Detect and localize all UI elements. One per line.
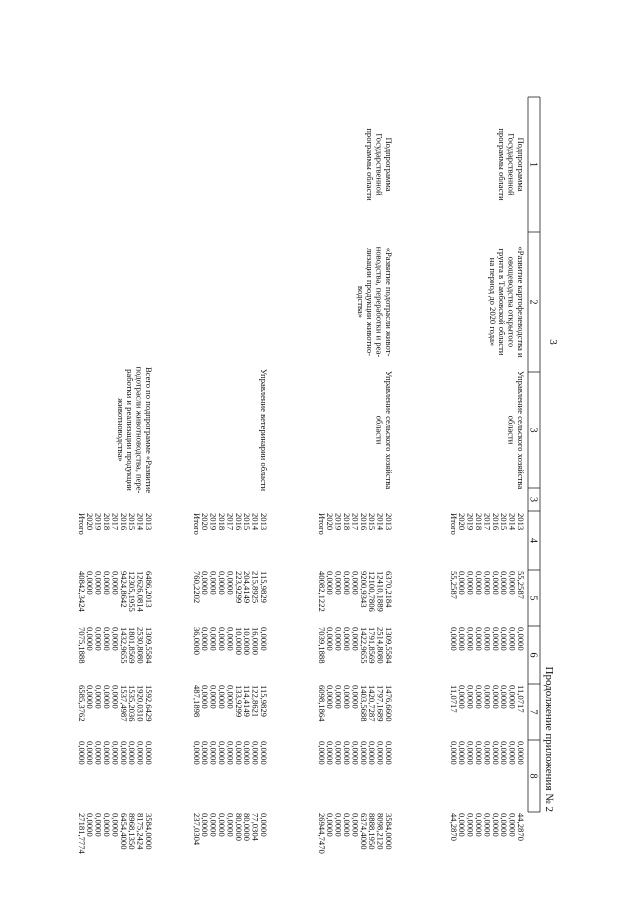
amount-cell: 16,0000: [250, 627, 261, 655]
amount-cell: 27181,7774: [76, 813, 87, 854]
amount-cell: 0,0000: [217, 813, 227, 837]
amount-cell: 0,0000: [516, 627, 526, 651]
year-cell: 2016: [118, 513, 129, 531]
amount-cell: 0,0000: [465, 627, 476, 651]
amount-cell: 0,0000: [102, 627, 112, 651]
amount-cell: 0,0000: [208, 741, 219, 765]
amount-cell: 1801,8569: [127, 627, 138, 664]
amount-cell: 1797,1689: [375, 685, 386, 722]
amount-cell: 0,0000: [507, 685, 518, 709]
amount-cell: 0,0000: [191, 741, 202, 765]
amount-cell: 0,0000: [135, 741, 146, 765]
amount-cell: 0,0000: [325, 685, 336, 709]
amount-cell: 0,0000: [474, 813, 484, 837]
amount-cell: 2530,8080: [135, 627, 146, 664]
year-cell: 2016: [490, 513, 501, 531]
year-cell: Итого: [448, 513, 459, 535]
year-cell: 2013: [144, 513, 154, 531]
year-cell: 2013: [259, 513, 269, 531]
amount-cell: 0,0000: [110, 627, 121, 651]
amount-cell: 0,0000: [118, 741, 129, 765]
amount-cell: 0,0000: [325, 741, 336, 765]
amount-cell: 0,0000: [93, 627, 104, 651]
year-cell: Итого: [76, 513, 87, 535]
amount-cell: 215,8925: [250, 571, 261, 604]
amount-cell: 0,0000: [465, 741, 476, 765]
subprogram-name: «Развитие картофелеводства и: [516, 246, 526, 358]
year-cell: 2017: [350, 513, 361, 531]
subprogram-name: на период до 2020 года»: [487, 257, 498, 347]
amount-cell: 80,0000: [233, 813, 244, 841]
amount-cell: 0,0000: [225, 741, 236, 765]
amount-cell: 0,0000: [482, 741, 493, 765]
amount-cell: 133,9299: [233, 685, 244, 718]
amount-cell: 9200,9343: [358, 571, 369, 608]
responsible-executor: области: [506, 415, 517, 445]
amount-cell: 487,1898: [191, 685, 202, 718]
amount-cell: 0,0000: [93, 571, 104, 595]
amount-cell: 1920,0310: [135, 685, 146, 722]
amount-cell: 77,0304: [250, 813, 261, 841]
amount-cell: 40842,3424: [76, 571, 87, 612]
column-header: 4: [527, 538, 539, 543]
amount-cell: 2514,8080: [375, 627, 386, 664]
amount-cell: 0,0000: [367, 741, 378, 765]
amount-cell: 40082,1222: [316, 571, 327, 612]
year-cell: 2017: [482, 513, 493, 531]
amount-cell: 0,0000: [76, 741, 87, 765]
program-type-label: Подпрограмма: [516, 137, 526, 192]
amount-cell: 0,0000: [217, 741, 227, 765]
amount-cell: 0,0000: [375, 741, 386, 765]
amount-cell: 0,0000: [507, 741, 518, 765]
year-cell: 2016: [358, 513, 369, 531]
amount-cell: 36,0000: [191, 627, 202, 655]
year-cell: 2013: [516, 513, 526, 531]
amount-cell: 0,0000: [490, 813, 501, 837]
amount-cell: 0,0000: [482, 627, 493, 651]
year-cell: 2019: [93, 513, 104, 531]
amount-cell: 0,0000: [499, 627, 510, 651]
amount-cell: 0,0000: [465, 813, 476, 837]
column-header: 1: [527, 162, 539, 167]
amount-cell: 0,0000: [333, 685, 344, 709]
year-cell: 2020: [200, 513, 211, 531]
amount-cell: 0,0000: [499, 813, 510, 837]
amount-cell: 0,0000: [144, 741, 154, 765]
amount-cell: 11,0717: [516, 685, 526, 713]
amount-cell: 0,0000: [342, 627, 352, 651]
amount-cell: 8175,2424: [135, 813, 146, 850]
amount-cell: 0,0000: [200, 685, 211, 709]
amount-cell: 0,0000: [342, 571, 352, 595]
year-cell: 2018: [102, 513, 112, 531]
amount-cell: 0,0000: [208, 627, 219, 651]
amount-cell: 0,0000: [507, 571, 518, 595]
amount-cell: 0,0000: [110, 571, 121, 595]
year-cell: 2019: [465, 513, 476, 531]
program-type-label: Подпрограмма: [384, 137, 394, 192]
year-cell: 2019: [208, 513, 219, 531]
amount-cell: 0,0000: [350, 685, 361, 709]
subprogram-name: водства»: [355, 285, 366, 319]
amount-cell: 0,0000: [93, 685, 104, 709]
amount-cell: 0,0000: [342, 813, 352, 837]
amount-cell: 6486,2013: [144, 571, 154, 608]
amount-cell: 0,0000: [259, 813, 269, 837]
amount-cell: 0,0000: [102, 685, 112, 709]
column-header: 3: [527, 497, 539, 502]
amount-cell: 55,2587: [448, 571, 459, 599]
amount-cell: 0,0000: [217, 571, 227, 595]
amount-cell: 80,0000: [242, 813, 253, 841]
amount-cell: 0,0000: [342, 685, 352, 709]
amount-cell: 55,2587: [516, 571, 526, 599]
year-cell: 2014: [250, 513, 261, 531]
year-cell: 2015: [499, 513, 510, 531]
amount-cell: 0,0000: [208, 685, 219, 709]
amount-cell: 0,0000: [325, 627, 336, 651]
amount-cell: 6585,3762: [76, 685, 87, 722]
subprogram-name: лизации продукции животно-: [365, 247, 376, 357]
amount-cell: 0,0000: [507, 813, 518, 837]
amount-cell: 3584,0000: [384, 813, 394, 850]
continuation-title: Продолжение приложения № 2: [543, 666, 555, 812]
amount-cell: 122,8621: [250, 685, 261, 718]
amount-cell: 1432,9655: [118, 627, 129, 664]
amount-cell: 0,0000: [102, 571, 112, 595]
amount-cell: 115,9829: [259, 571, 269, 603]
amount-cell: 0,0000: [93, 741, 104, 765]
amount-cell: 114,4149: [242, 685, 253, 717]
responsible-executor: животноводства»: [115, 398, 126, 462]
year-cell: 2015: [242, 513, 253, 531]
amount-cell: 10,0000: [233, 627, 244, 655]
amount-cell: 0,0000: [350, 741, 361, 765]
amount-cell: 26944,7470: [316, 813, 327, 854]
amount-cell: 0,0000: [499, 741, 510, 765]
amount-cell: 0,0000: [333, 813, 344, 837]
year-cell: 2013: [384, 513, 394, 531]
amount-cell: 0,0000: [200, 571, 211, 595]
amount-cell: 0,0000: [200, 813, 211, 837]
amount-cell: 0,0000: [482, 813, 493, 837]
amount-cell: 0,0000: [482, 685, 493, 709]
year-cell: 2017: [110, 513, 121, 531]
amount-cell: 115,9829: [259, 685, 269, 717]
amount-cell: 0,0000: [93, 813, 104, 837]
amount-cell: 0,0000: [102, 741, 112, 765]
amount-cell: 0,0000: [85, 571, 96, 595]
amount-cell: 0,0000: [333, 627, 344, 651]
amount-cell: 0,0000: [127, 741, 138, 765]
year-cell: 2016: [233, 513, 244, 531]
amount-cell: 0,0000: [225, 813, 236, 837]
amount-cell: 0,0000: [102, 813, 112, 837]
responsible-executor: Управление сельского хозяйства: [516, 370, 526, 490]
year-cell: 2015: [367, 513, 378, 531]
amount-cell: 6098,1864: [316, 685, 327, 722]
amount-cell: 0,0000: [507, 627, 518, 651]
amount-cell: 0,0000: [350, 571, 361, 595]
amount-cell: 0,0000: [85, 741, 96, 765]
amount-cell: 1420,7287: [367, 685, 378, 722]
subprogram-name: «Развитие подотрасли живот-: [384, 247, 394, 357]
amount-cell: 0,0000: [208, 813, 219, 837]
amount-cell: 0,0000: [474, 741, 484, 765]
amount-cell: 0,0000: [465, 685, 476, 709]
amount-cell: 0,0000: [200, 627, 211, 651]
column-header: 3: [527, 427, 539, 433]
amount-cell: 1309,5584: [384, 627, 394, 664]
responsible-executor: Всего по подпрограмме «Развитие: [144, 366, 154, 494]
year-cell: Итого: [316, 513, 327, 535]
amount-cell: 44,2870: [516, 813, 526, 841]
amount-cell: 12410,1889: [375, 571, 386, 612]
amount-cell: 11,0717: [448, 685, 459, 713]
amount-cell: 0,0000: [217, 627, 227, 651]
amount-cell: 0,0000: [325, 571, 336, 595]
year-cell: 2020: [85, 513, 96, 531]
page-number: 3: [547, 339, 559, 345]
amount-cell: 0,0000: [350, 813, 361, 837]
amount-cell: 1535,2036: [127, 685, 138, 722]
amount-cell: 8098,2120: [375, 813, 386, 850]
amount-cell: 0,0000: [333, 741, 344, 765]
responsible-executor: области: [374, 415, 385, 445]
amount-cell: 1791,8569: [367, 627, 378, 664]
amount-cell: 1309,5584: [144, 627, 154, 664]
amount-cell: 12305,1955: [127, 571, 138, 612]
amount-cell: 0,0000: [457, 571, 468, 595]
year-cell: 2018: [474, 513, 484, 531]
amount-cell: 0,0000: [457, 741, 468, 765]
amount-cell: 0,0000: [250, 741, 261, 765]
amount-cell: 0,0000: [333, 571, 344, 595]
amount-cell: 0,0000: [208, 571, 219, 595]
amount-cell: 0,0000: [325, 813, 336, 837]
responsible-executor: Управление сельского хозяйства: [384, 370, 394, 490]
amount-cell: 0,0000: [242, 741, 253, 765]
amount-cell: 1537,4987: [118, 685, 129, 722]
column-header: 2: [527, 299, 539, 305]
year-cell: 2014: [507, 513, 518, 531]
amount-cell: 44,2870: [448, 813, 459, 841]
amount-cell: 0,0000: [490, 627, 501, 651]
amount-cell: 0,0000: [482, 571, 493, 595]
year-cell: 2018: [217, 513, 227, 531]
amount-cell: 0,0000: [499, 571, 510, 595]
amount-cell: 3584,0000: [144, 813, 154, 850]
amount-cell: 204,4149: [242, 571, 253, 604]
subprogram-name: грунта в Тамбовской области: [497, 248, 508, 356]
amount-cell: 0,0000: [448, 741, 459, 765]
amount-cell: 0,0000: [474, 571, 484, 595]
column-header: 5: [527, 595, 539, 601]
amount-cell: 0,0000: [490, 741, 501, 765]
amount-cell: 12100,7806: [367, 571, 378, 612]
year-cell: 2014: [375, 513, 386, 531]
amount-cell: 7039,1888: [316, 627, 327, 664]
amount-cell: 0,0000: [516, 741, 526, 765]
amount-cell: 0,0000: [448, 627, 459, 651]
amount-cell: 0,0000: [85, 813, 96, 837]
amount-cell: 0,0000: [233, 741, 244, 765]
year-cell: 2018: [342, 513, 352, 531]
amount-cell: 0,0000: [85, 627, 96, 651]
amount-cell: 0,0000: [490, 685, 501, 709]
column-header: 6: [527, 652, 539, 658]
amount-cell: 0,0000: [457, 813, 468, 837]
amount-cell: 1476,6600: [384, 685, 394, 722]
subprogram-name: овощеводства открытого: [506, 256, 517, 348]
amount-cell: 0,0000: [384, 741, 394, 765]
amount-cell: 1592,6429: [144, 685, 154, 722]
responsible-executor: работки и реализации продукции: [125, 369, 136, 491]
amount-cell: 0,0000: [474, 685, 484, 709]
year-cell: 2015: [127, 513, 138, 531]
amount-cell: 237,0304: [191, 813, 202, 846]
amount-cell: 12626,0814: [135, 571, 146, 612]
amount-cell: 0,0000: [225, 685, 236, 709]
amount-cell: 0,0000: [457, 685, 468, 709]
amount-cell: 7075,1888: [76, 627, 87, 664]
amount-cell: 1422,9655: [358, 627, 369, 664]
amount-cell: 0,0000: [259, 627, 269, 651]
amount-cell: 0,0000: [474, 627, 484, 651]
year-cell: 2020: [457, 513, 468, 531]
amount-cell: 1403,5688: [358, 685, 369, 722]
amount-cell: 0,0000: [499, 685, 510, 709]
subprogram-name: новодства, переработки и реа-: [374, 246, 385, 358]
program-type-label: программы области: [497, 128, 508, 201]
amount-cell: 0,0000: [225, 571, 236, 595]
amount-cell: 0,0000: [342, 741, 352, 765]
amount-cell: 0,0000: [457, 627, 468, 651]
amount-cell: 8888,1950: [367, 813, 378, 850]
amount-cell: 0,0000: [316, 741, 327, 765]
column-header: 7: [527, 709, 539, 715]
responsible-executor: Управление ветеринарии области: [259, 368, 269, 492]
year-cell: 2014: [135, 513, 146, 531]
year-cell: 2019: [333, 513, 344, 531]
amount-cell: 223,9299: [233, 571, 244, 604]
amount-cell: 6374,4000: [358, 813, 369, 850]
amount-cell: 0,0000: [358, 741, 369, 765]
year-cell: Итого: [191, 513, 202, 535]
amount-cell: 9424,8642: [118, 571, 129, 608]
amount-cell: 0,0000: [110, 685, 121, 709]
amount-cell: 0,0000: [465, 571, 476, 595]
amount-cell: 10,0000: [242, 627, 253, 655]
amount-cell: 0,0000: [85, 685, 96, 709]
responsible-executor: подотрасли животноводства, пере-: [134, 366, 145, 494]
amount-cell: 0,0000: [110, 741, 121, 765]
amount-cell: 0,0000: [217, 685, 227, 709]
amount-cell: 0,0000: [225, 627, 236, 651]
year-cell: 2017: [225, 513, 236, 531]
program-type-label: Государственной: [506, 133, 517, 196]
amount-cell: 0,0000: [350, 627, 361, 651]
program-type-label: программы области: [365, 128, 376, 201]
amount-cell: 0,0000: [200, 741, 211, 765]
amount-cell: 0,0000: [259, 741, 269, 765]
amount-cell: 0,0000: [490, 571, 501, 595]
amount-cell: 0,0000: [110, 813, 121, 837]
program-type-label: Государственной: [374, 133, 385, 196]
amount-cell: 6370,2184: [384, 571, 394, 608]
year-cell: 2020: [325, 513, 336, 531]
column-header: 8: [527, 773, 539, 779]
amount-cell: 8968,1350: [127, 813, 138, 850]
amount-cell: 6454,4000: [118, 813, 129, 850]
amount-cell: 760,2202: [191, 571, 202, 604]
